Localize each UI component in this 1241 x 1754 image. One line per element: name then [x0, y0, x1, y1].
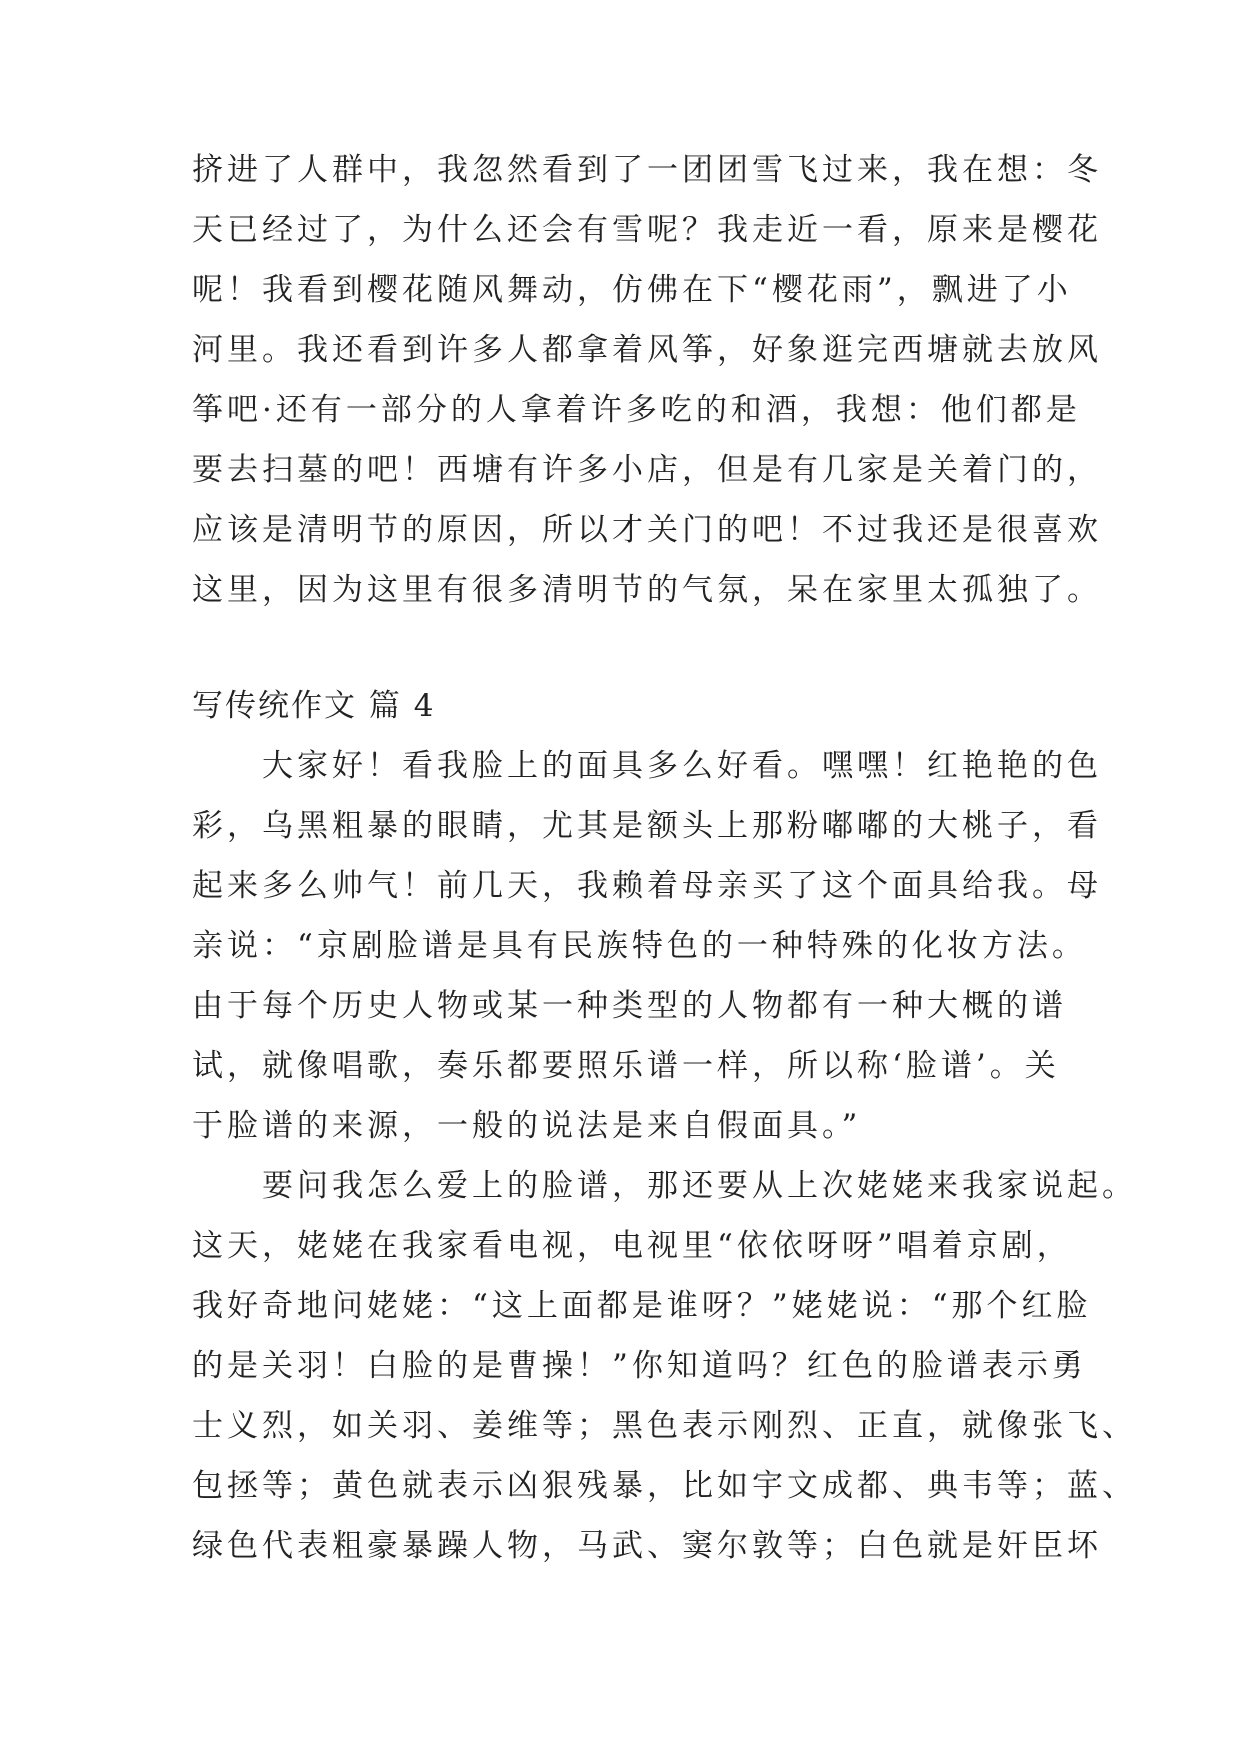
- paragraph-line: 要问我怎么爱上的脸谱，那还要从上次姥姥来我家说起。: [192, 1168, 1137, 1204]
- paragraph-line: 士义烈，如关羽、姜维等；黑色表示刚烈、正直，就像张飞、: [192, 1408, 1137, 1444]
- paragraph-line: 天已经过了，为什么还会有雪呢？我走近一看，原来是樱花: [192, 212, 1102, 248]
- paragraph-line: 挤进了人群中，我忽然看到了一团团雪飞过来，我在想：冬: [192, 152, 1102, 188]
- paragraph-line: 要去扫墓的吧！西塘有许多小店，但是有几家是关着门的，: [192, 452, 1102, 488]
- paragraph-line: 的是关羽！白脸的是曹操！”你知道吗？红色的脸谱表示勇: [192, 1348, 1087, 1384]
- paragraph-line: 包拯等；黄色就表示凶狠残暴，比如宇文成都、典韦等；蓝、: [192, 1468, 1137, 1504]
- paragraph-line: 大家好！看我脸上的面具多么好看。嘿嘿！红艳艳的色: [192, 748, 1102, 784]
- paragraph-line: 呢！我看到樱花随风舞动，仿佛在下“樱花雨”，飘进了小: [192, 272, 1072, 308]
- paragraph-line: 我好奇地问姥姥：“这上面都是谁呀？”姥姥说：“那个红脸: [192, 1288, 1092, 1324]
- section-title: 写传统作文 篇 4: [192, 688, 436, 724]
- paragraph-line: 这天，姥姥在我家看电视，电视里“依依呀呀”唱着京剧，: [192, 1228, 1072, 1264]
- paragraph-line: 彩，乌黑粗暴的眼睛，尤其是额头上那粉嘟嘟的大桃子，看: [192, 808, 1102, 844]
- paragraph-line: 绿色代表粗豪暴躁人物，马武、窦尔敦等；白色就是奸臣坏: [192, 1528, 1102, 1564]
- paragraph-line: 于脸谱的来源，一般的说法是来自假面具。”: [192, 1108, 862, 1144]
- paragraph-line: 这里，因为这里有很多清明节的气氛，呆在家里太孤独了。: [192, 572, 1102, 608]
- paragraph-line: 应该是清明节的原因，所以才关门的吧！不过我还是很喜欢: [192, 512, 1102, 548]
- paragraph-line: 亲说：“京剧脸谱是具有民族特色的一种特殊的化妆方法。: [192, 928, 1087, 964]
- paragraph-line: 河里。我还看到许多人都拿着风筝，好象逛完西塘就去放风: [192, 332, 1102, 368]
- paragraph-line: 试，就像唱歌，奏乐都要照乐谱一样，所以称‘脸谱’。关: [192, 1048, 1060, 1084]
- paragraph-line: 筝吧·还有一部分的人拿着许多吃的和酒，我想：他们都是: [192, 392, 1081, 428]
- paragraph-line: 由于每个历史人物或某一种类型的人物都有一种大概的谱: [192, 988, 1067, 1024]
- paragraph-line: 起来多么帅气！前几天，我赖着母亲买了这个面具给我。母: [192, 868, 1102, 904]
